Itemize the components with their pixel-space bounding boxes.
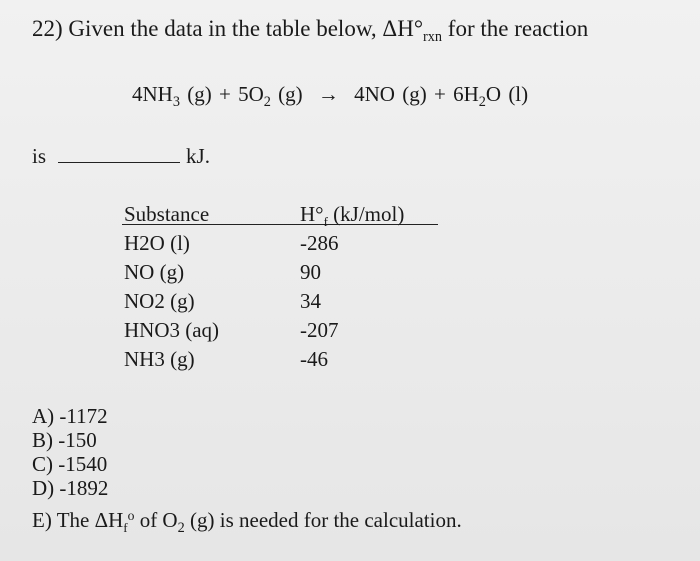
blank-prefix: is	[32, 144, 47, 168]
answer-e-f-subscript: f	[123, 519, 128, 535]
substance-column	[124, 229, 219, 374]
o2-subscript: 2	[263, 93, 271, 110]
no-state: (g)	[402, 82, 427, 106]
table-header-substance	[124, 200, 209, 229]
nh3-subscript: 3	[172, 93, 180, 110]
table-row-value: 34	[300, 289, 321, 313]
enthalpy-f-subscript: f	[323, 213, 328, 229]
h2o-subscript: 2	[478, 93, 486, 110]
product-h2o: 6H	[453, 82, 479, 106]
rxn-subscript: rxn	[423, 29, 443, 46]
question-text	[32, 16, 589, 46]
substance-header-label: Substance	[124, 202, 210, 226]
value-column	[300, 229, 339, 374]
o2-state: (g)	[278, 82, 303, 106]
blank-suffix: kJ.	[186, 144, 210, 168]
enthalpy-symbol: H°	[300, 202, 324, 226]
table-row-substance: NH3 (g)	[124, 347, 195, 371]
answer-blank	[58, 161, 180, 163]
table-header-enthalpy	[300, 200, 404, 231]
answer-a: A) -1172	[32, 404, 108, 428]
reactant-nh3: 4NH	[132, 82, 173, 106]
answer-blank-line	[32, 144, 210, 169]
question-prompt: Given the data in the table below, ΔH°	[68, 16, 424, 41]
table-row-value: -286	[300, 231, 339, 255]
reaction-equation	[132, 82, 529, 110]
answer-e-mid: of O	[139, 508, 178, 532]
answer-b: B) -150	[32, 428, 97, 452]
question-number: 22)	[32, 16, 63, 41]
answer-d: D) -1892	[32, 476, 109, 500]
table-row-value: -207	[300, 318, 339, 342]
h2o-state: (l)	[508, 82, 529, 106]
answer-e-o2-subscript: 2	[177, 519, 185, 536]
reactant-o2: 5O	[238, 82, 264, 106]
answer-e-prefix: E) The ΔH	[32, 508, 124, 532]
answer-e	[32, 508, 462, 535]
nh3-state: (g)	[187, 82, 212, 106]
question-prompt-end: for the reaction	[447, 16, 589, 41]
plus-sign: +	[218, 82, 231, 106]
answer-e-degree: o	[127, 507, 135, 523]
table-row-substance: NO2 (g)	[124, 289, 195, 313]
table-row-value: -46	[300, 347, 328, 371]
answer-c: C) -1540	[32, 452, 108, 476]
table-row-substance: NO (g)	[124, 260, 185, 284]
table-row-substance: HNO3 (aq)	[124, 318, 220, 342]
table-row-value: 90	[300, 260, 321, 284]
enthalpy-unit: (kJ/mol)	[333, 202, 405, 226]
product-no: 4NO	[354, 82, 395, 106]
h2o-tail: O	[485, 82, 502, 106]
answer-e-suffix: (g) is needed for the calculation.	[190, 508, 462, 532]
reaction-arrow: →	[317, 82, 339, 106]
plus-sign: +	[433, 82, 446, 106]
table-row-substance: H2O (l)	[124, 231, 190, 255]
